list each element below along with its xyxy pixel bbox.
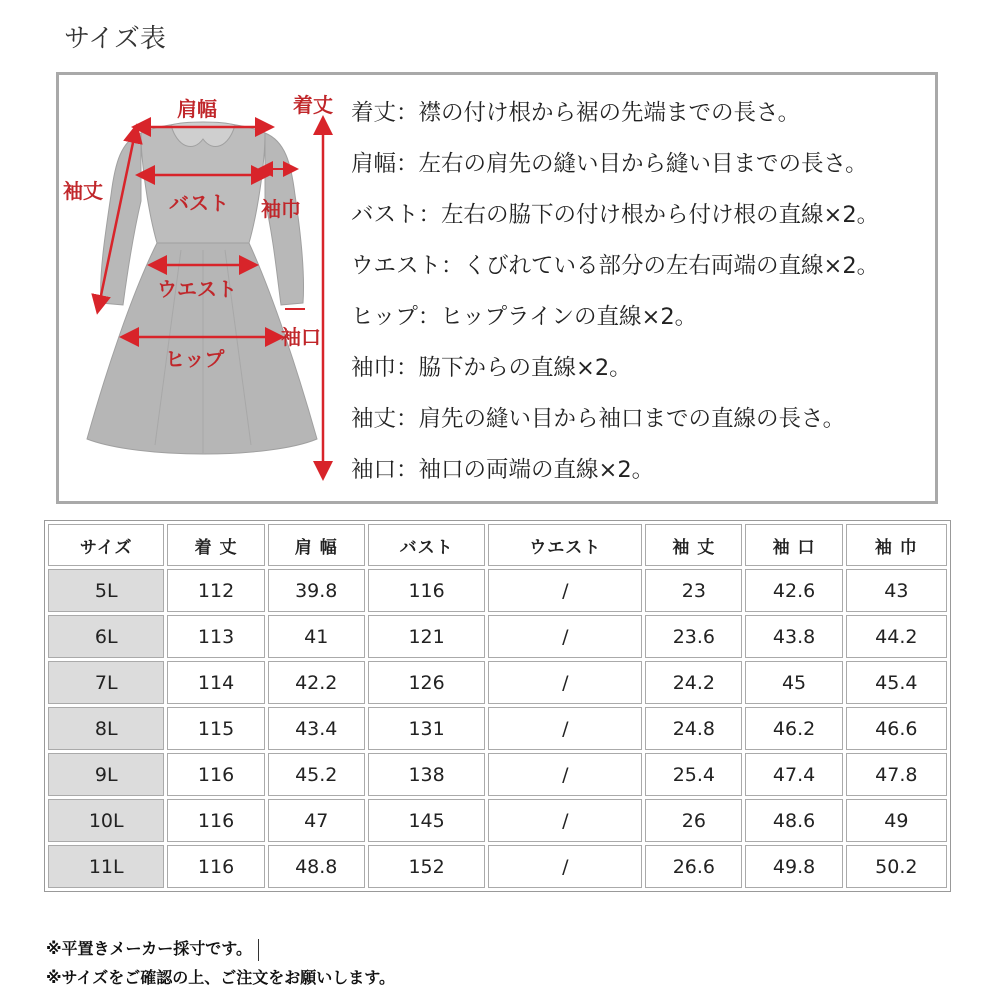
table-row xyxy=(48,569,947,612)
table-cell: 48.6 xyxy=(745,799,842,842)
table-cell: 24.2 xyxy=(645,661,742,704)
label-sodetake: 袖丈 xyxy=(63,179,103,203)
definition-sodeguchi: 袖口：袖口の両端の直線×2。 xyxy=(351,457,655,483)
table-cell: 41 xyxy=(268,615,365,658)
table-cell: / xyxy=(488,845,642,888)
note-measurement-text: ※平置きメーカー採寸です。 xyxy=(46,939,252,958)
table-cell: 116 xyxy=(167,845,264,888)
label-kitake: 着丈 xyxy=(293,93,333,117)
table-cell: 26.6 xyxy=(645,845,742,888)
table-cell: 39.8 xyxy=(268,569,365,612)
table-cell: / xyxy=(488,661,642,704)
table-cell: / xyxy=(488,753,642,796)
size-cell: 7L xyxy=(48,661,164,704)
table-cell: 131 xyxy=(368,707,485,750)
table-cell: 46.6 xyxy=(846,707,947,750)
header-sodeguchi: 袖 口 xyxy=(745,524,842,566)
definition-sodetake: 袖丈：肩先の縫い目から袖口までの直線の長さ。 xyxy=(351,406,846,432)
header-sodetake: 袖 丈 xyxy=(645,524,742,566)
table-cell: 49 xyxy=(846,799,947,842)
table-row xyxy=(48,661,947,704)
header-kitake: 着 丈 xyxy=(167,524,264,566)
table-cell: 45.4 xyxy=(846,661,947,704)
label-katahaba: 肩幅 xyxy=(177,97,217,121)
definitions-list xyxy=(351,91,941,499)
header-bust: バスト xyxy=(368,524,485,566)
table-cell: 145 xyxy=(368,799,485,842)
bodice-shape xyxy=(141,123,265,243)
label-bust: バスト xyxy=(169,191,229,215)
note-confirm: ※サイズをご確認の上、ご注文をお願いします。 xyxy=(46,968,395,987)
table-cell: / xyxy=(488,707,642,750)
table-cell: 138 xyxy=(368,753,485,796)
definition-sodehaba: 袖巾：脇下からの直線×2。 xyxy=(351,355,632,381)
table-cell: 112 xyxy=(167,569,264,612)
size-cell: 6L xyxy=(48,615,164,658)
header-waist: ウエスト xyxy=(488,524,642,566)
label-sodehaba: 袖巾 xyxy=(261,197,301,221)
size-table xyxy=(44,520,951,892)
header-size: サイズ xyxy=(48,524,164,566)
table-cell: / xyxy=(488,799,642,842)
header-sodehaba: 袖 巾 xyxy=(846,524,947,566)
table-cell: 121 xyxy=(368,615,485,658)
table-cell: 116 xyxy=(368,569,485,612)
notes xyxy=(46,934,395,992)
table-row xyxy=(48,707,947,750)
table-cell: 42.2 xyxy=(268,661,365,704)
table-cell: 44.2 xyxy=(846,615,947,658)
size-cell: 11L xyxy=(48,845,164,888)
definition-waist: ウエスト：くびれている部分の左右両端の直線×2。 xyxy=(351,253,880,279)
table-cell: 43.4 xyxy=(268,707,365,750)
table-cell: 26 xyxy=(645,799,742,842)
table-row xyxy=(48,753,947,796)
table-cell: 48.8 xyxy=(268,845,365,888)
size-cell: 10L xyxy=(48,799,164,842)
table-cell: 47 xyxy=(268,799,365,842)
table-cell: 116 xyxy=(167,753,264,796)
table-cell: 23.6 xyxy=(645,615,742,658)
table-cell: 43 xyxy=(846,569,947,612)
table-cell: 49.8 xyxy=(745,845,842,888)
table-row xyxy=(48,799,947,842)
table-cell: 50.2 xyxy=(846,845,947,888)
size-cell: 8L xyxy=(48,707,164,750)
table-row xyxy=(48,615,947,658)
table-cell: 25.4 xyxy=(645,753,742,796)
left-sleeve-shape xyxy=(101,133,141,305)
size-cell: 5L xyxy=(48,569,164,612)
table-cell: 115 xyxy=(167,707,264,750)
table-cell: 126 xyxy=(368,661,485,704)
table-cell: 116 xyxy=(167,799,264,842)
definition-bust: バスト：左右の脇下の付け根から付け根の直線×2。 xyxy=(351,202,880,228)
table-row xyxy=(48,845,947,888)
table-cell: 47.8 xyxy=(846,753,947,796)
size-diagram-panel xyxy=(56,72,938,504)
text-cursor xyxy=(258,939,259,961)
table-cell: 46.2 xyxy=(745,707,842,750)
table-cell: / xyxy=(488,615,642,658)
table-cell: 152 xyxy=(368,845,485,888)
table-header-row xyxy=(48,524,947,566)
page-title: サイズ表 xyxy=(64,24,166,54)
table-cell: 42.6 xyxy=(745,569,842,612)
note-measurement xyxy=(46,934,395,963)
table-cell: 43.8 xyxy=(745,615,842,658)
table-cell: 114 xyxy=(167,661,264,704)
table-cell: 45 xyxy=(745,661,842,704)
label-waist: ウエスト xyxy=(157,277,237,301)
table-cell: 45.2 xyxy=(268,753,365,796)
definition-kitake: 着丈：襟の付け根から裾の先端までの長さ。 xyxy=(351,100,801,126)
definition-katahaba: 肩幅：左右の肩先の縫い目から縫い目までの長さ。 xyxy=(351,151,868,177)
table-cell: 47.4 xyxy=(745,753,842,796)
table-cell: 24.8 xyxy=(645,707,742,750)
table-cell: / xyxy=(488,569,642,612)
label-sodeguchi: 袖口 xyxy=(281,325,321,349)
size-cell: 9L xyxy=(48,753,164,796)
label-hip: ヒップ xyxy=(165,347,225,371)
table-cell: 113 xyxy=(167,615,264,658)
header-katahaba: 肩 幅 xyxy=(268,524,365,566)
table-cell: 23 xyxy=(645,569,742,612)
definition-hip: ヒップ：ヒップラインの直線×2。 xyxy=(351,304,698,330)
